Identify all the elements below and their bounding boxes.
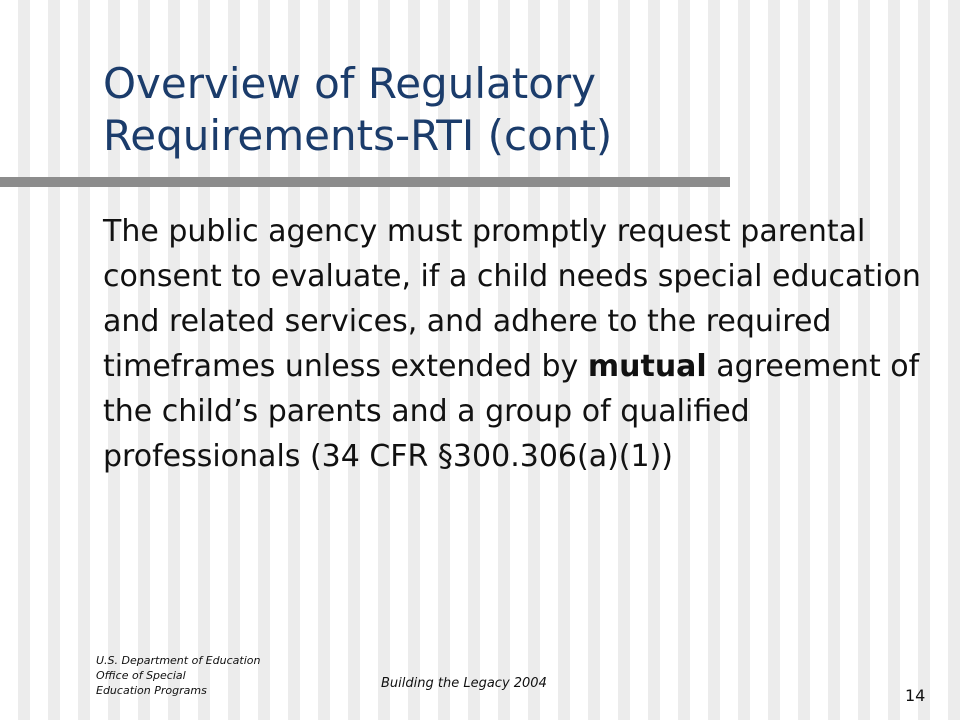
footer-event-title: Building the Legacy 2004 (381, 676, 547, 691)
slide-title-line-2: Requirements-RTI (cont) (103, 111, 613, 160)
slide-body (103, 209, 923, 479)
footer-organization (96, 653, 336, 698)
page-number: 14 (905, 686, 926, 705)
slide-title (103, 58, 923, 162)
body-text-emphasis: mutual (587, 349, 707, 384)
body-text-end: agreement of the child’s parents and a group of qualified professionals (34 CFR §300.306(a)(1)) (103, 349, 920, 474)
slide-title-line-1: Overview of Regulatory (103, 59, 597, 108)
title-divider (0, 177, 730, 187)
footer-org-line-1: U.S. Department of Education (96, 654, 261, 667)
footer-org-line-2: Office of Special (96, 669, 186, 682)
body-text-start: The public agency must promptly request parental consent to evaluate, if a child needs special education and related services, and adhere to the required timeframes unless extended by (103, 214, 921, 384)
footer-org-line-3: Education Programs (96, 684, 207, 697)
